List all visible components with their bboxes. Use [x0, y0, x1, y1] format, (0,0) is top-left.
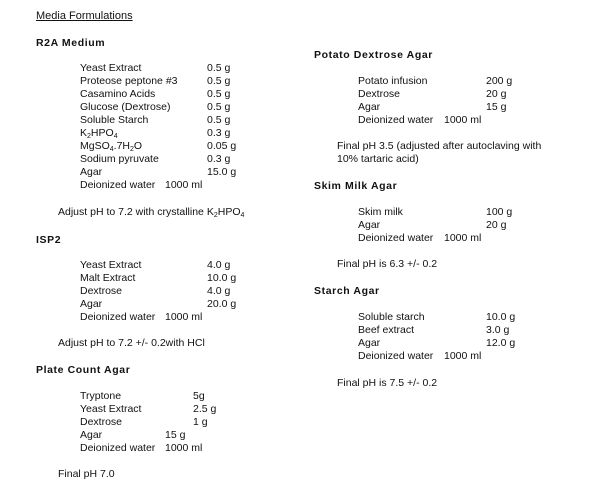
ingredient-name: Dextrose	[80, 416, 123, 428]
ingredient-amount: 100 g	[486, 206, 513, 218]
ingredient-name: Casamino Acids	[80, 88, 156, 100]
ingredient-amount: 0.5 g	[207, 88, 231, 100]
ingredient-name: Deionized water	[80, 442, 156, 454]
formula-subscript: 2	[130, 146, 134, 153]
skim-milk-title: Skim Milk Agar	[314, 180, 398, 192]
formula-subscript: 4	[113, 133, 118, 140]
formula-part: .7H	[113, 140, 131, 152]
ingredient-amount: 15 g	[165, 429, 186, 441]
ingredient-amount: 0.5 g	[207, 114, 231, 126]
skim-milk-note: Final pH is 6.3 +/- 0.2	[337, 258, 438, 270]
ingredient-name: Tryptone	[80, 390, 122, 402]
isp2-title: ISP2	[36, 234, 62, 246]
ingredient-amount: 1000 ml	[165, 311, 203, 323]
ingredient-amount: 3.0 g	[486, 324, 510, 336]
ingredient-amount: 20 g	[486, 88, 507, 100]
formula-part: MgSO	[80, 140, 110, 152]
ingredient-name	[80, 140, 142, 153]
formula-subscript: 2	[87, 133, 91, 140]
ingredient-amount: 1 g	[193, 416, 208, 428]
ingredient-name: Dextrose	[80, 285, 123, 297]
ingredient-name: Skim milk	[358, 206, 403, 218]
ingredient-amount: 20 g	[486, 219, 507, 231]
ingredient-amount: 1000 ml	[444, 350, 482, 362]
plate-count-note: Final pH 7.0	[58, 468, 115, 480]
r2a-note	[58, 206, 244, 219]
ingredient-name: Deionized water	[358, 350, 434, 362]
ingredient-name: Agar	[358, 219, 381, 231]
ingredient-name: Potato infusion	[358, 75, 428, 87]
ingredient-amount: 20.0 g	[207, 298, 237, 310]
ingredient-amount: 1000 ml	[444, 114, 482, 126]
formula-part: O	[133, 140, 143, 152]
ingredient-amount: 1000 ml	[165, 179, 203, 191]
ingredient-name: Agar	[358, 101, 381, 113]
isp2-note: Adjust pH to 7.2 +/- 0.2with HCl	[58, 337, 205, 349]
starch-title: Starch Agar	[314, 285, 380, 297]
ingredient-amount: 10.0 g	[207, 272, 237, 284]
ingredient-name: Yeast Extract	[80, 62, 142, 74]
ingredient-name: Yeast Extract	[80, 403, 142, 415]
ingredient-name: Beef extract	[358, 324, 415, 336]
ingredient-name: Soluble starch	[358, 311, 425, 323]
ingredient-amount: 0.3 g	[207, 127, 231, 139]
potato-title: Potato Dextrose Agar	[314, 49, 433, 61]
ingredient-amount: 4.0 g	[207, 259, 231, 271]
note-text: Adjust pH to 7.2 with crystalline K	[58, 206, 214, 218]
ingredient-amount: 0.3 g	[207, 153, 231, 165]
ingredient-amount: 0.05 g	[207, 140, 237, 152]
ingredient-amount: 12.0 g	[486, 337, 516, 349]
ingredient-name: Proteose peptone #3	[80, 75, 178, 87]
ingredient-amount: 10.0 g	[486, 311, 516, 323]
ingredient-amount: 5g	[193, 390, 205, 402]
ingredient-name: Yeast Extract	[80, 259, 142, 271]
ingredient-amount: 0.5 g	[207, 101, 231, 113]
ingredient-amount: 1000 ml	[165, 442, 203, 454]
ingredient-amount: 0.5 g	[207, 62, 231, 74]
ingredient-name: Agar	[80, 429, 103, 441]
r2a-title: R2A Medium	[36, 37, 106, 49]
note-text: HPO	[217, 206, 241, 218]
ingredient-name: Sodium pyruvate	[80, 153, 159, 165]
ingredient-amount: 0.5 g	[207, 75, 231, 87]
ingredient-name: Malt Extract	[80, 272, 136, 284]
ingredient-name: Dextrose	[358, 88, 401, 100]
starch-note: Final pH is 7.5 +/- 0.2	[337, 377, 438, 389]
ingredient-name: Agar	[80, 298, 103, 310]
ingredient-name: Glucose (Dextrose)	[80, 101, 171, 113]
ingredient-name: Deionized water	[358, 114, 434, 126]
potato-note: Final pH 3.5 (adjusted after autoclaving with 10% tartaric acid)	[337, 140, 542, 165]
ingredient-name: Soluble Starch	[80, 114, 149, 126]
ingredient-name	[80, 127, 118, 140]
formula-part: K	[80, 127, 88, 139]
ingredient-name: Agar	[80, 166, 103, 178]
ingredient-amount: 15.0 g	[207, 166, 237, 178]
ingredient-name: Deionized water	[80, 179, 156, 191]
formula-part: HPO	[90, 127, 114, 139]
ingredient-amount: 4.0 g	[207, 285, 231, 297]
page-title: Media Formulations	[36, 10, 133, 22]
plate-count-title: Plate Count Agar	[36, 364, 131, 376]
ingredient-name: Deionized water	[80, 311, 156, 323]
ingredient-name: Deionized water	[358, 232, 434, 244]
ingredient-amount: 15 g	[486, 101, 507, 113]
formula-subscript: 4	[109, 146, 114, 153]
formula-subscript: 2	[213, 212, 218, 219]
ingredient-name: Agar	[358, 337, 381, 349]
ingredient-amount: 200 g	[486, 75, 513, 87]
ingredient-amount: 1000 ml	[444, 232, 482, 244]
formula-subscript: 4	[240, 212, 245, 219]
ingredient-amount: 2.5 g	[193, 403, 217, 415]
